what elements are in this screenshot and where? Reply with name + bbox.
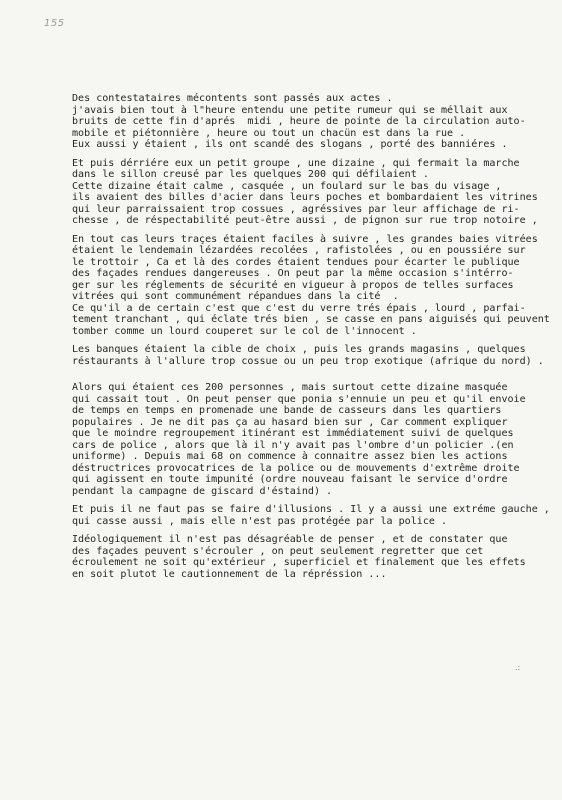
text-line: qui agissent en toute impunité (ordre nouveau faisant le service d'ordre xyxy=(72,474,508,485)
text-line: le trottoir , Ca et là des cordes étaient tendues pour écarter le publique xyxy=(72,256,520,268)
text-line: des façades rendues dangereuses . On peut par la même occasion s'intérro- xyxy=(72,268,514,279)
text-line: Et puis il ne faut pas se faire d'illusions . Il y a aussi une extréme gauche , xyxy=(72,504,550,515)
paragraph xyxy=(72,344,544,367)
text-line: Eux aussi y étaient , ils ont scandé des slogans , porté des banniéres . xyxy=(72,139,508,150)
text-line: En tout cas leurs traçes étaient faciles à suivre , les grandes baies vitrées xyxy=(72,233,538,245)
paragraph xyxy=(72,233,550,338)
paragraph xyxy=(72,504,550,527)
text-line: Alors qui étaient ces 200 personnes , mais surtout cette dizaine masquée xyxy=(72,382,508,393)
text-line: tement tranchant , qui éclate trés bien , se casse en pans aiguisés qui peuvent xyxy=(72,314,550,325)
text-line: vitrées qui sont communément répandues dans la cité . xyxy=(72,291,399,302)
text-line: de temps en temps en promenade une bande de casseurs dans les quartiers xyxy=(72,405,502,416)
text-line: cars de police , alors que là il n'y avait pas l'ombre d'un policier .(en xyxy=(72,439,514,451)
corner-mark: .: xyxy=(515,663,521,672)
text-line: chesse , de réspectabilité peut-être aussi , de pignon sur rue trop notoire , xyxy=(72,215,538,226)
text-line: ils avaient des billes d'acier dans leurs poches et bombardaient les vitrines xyxy=(72,192,538,203)
text-line: qui cassait tout . On peut penser que ponia s'ennuie un peu et qu'il envoie xyxy=(72,393,526,405)
paragraph xyxy=(72,382,532,497)
paragraph xyxy=(72,157,538,227)
paragraph xyxy=(72,534,532,580)
text-line: mobile et piétonnière , heure ou tout un chacün est dans la rue . xyxy=(72,127,466,139)
page-number: 155 xyxy=(44,18,65,29)
text-line: réstaurants à l'allure trop cossue ou un peu trop exotique (afrique du nord) . xyxy=(72,355,544,367)
text-line: qui casse aussi , mais elle n'est pas protégée par la police . xyxy=(72,515,448,527)
text-line: pendant la campagne de giscard d'éstaind) . xyxy=(72,485,333,497)
paragraph xyxy=(72,93,532,151)
text-line: écroulement ne soit qu'extérieur , superficiel et finalement que les effets xyxy=(72,557,526,568)
text-line: bruits de cette fin d'aprés midi , heure de pointe de la circulation auto- xyxy=(72,116,526,127)
document-body xyxy=(72,93,550,587)
text-line: Les banques étaient la cible de choix , puis les grands magasins , quelques xyxy=(72,344,526,355)
text-line: uniforme) . Depuis mai 68 on commence à connaitre assez bien les actions xyxy=(72,451,508,462)
text-line: Des contestataires mécontents sont passés aux actes . xyxy=(72,93,393,104)
text-line: déstructrices provocatrices de la police ou de mouvements d'extrême droite xyxy=(72,462,520,474)
text-line: en soit plutot le cautionnement de la répréssion ... xyxy=(72,568,387,580)
text-line: que le moindre regroupement itinérant est immédiatement suivi de quelques xyxy=(72,428,514,439)
text-line: ger sur les réglements de sécurité en vigueur à propos de telles surfaces xyxy=(72,279,514,291)
text-line: Ce qu'il a de certain c'est que c'est du verre trés épais , lourd , parfai- xyxy=(72,302,526,314)
text-line: Et puis dérriére eux un petit groupe , une dizaine , qui fermait la marche xyxy=(72,157,520,169)
text-line: tomber comme un lourd couperet sur le col de l'innocent . xyxy=(72,325,417,337)
text-line: Cette dizaine était calme , casquée , un foulard sur le bas du visage , xyxy=(72,180,502,192)
text-line: dans le sillon creusé par les quelques 200 qui défilaient . xyxy=(72,169,429,180)
text-line: populaires . Je ne dit pas ça au hasard bien sur , Car comment expliquer xyxy=(72,416,508,428)
text-line: étaient le lendemain lézardées recolées , rafistolées , ou en poussiére sur xyxy=(72,245,526,256)
text-line: des façades peuvent s'écrouler , on peut seulement regretter que cet xyxy=(72,545,484,557)
text-line: Idéologiquement il n'est pas désagréable de penser , et de constater que xyxy=(72,534,508,545)
text-line: j'avais bien tout à l"heure entendu une petite rumeur qui se méllait aux xyxy=(72,104,508,116)
text-line: qui leur parraissaient trop cossues , agréssives par leur affichage de ri- xyxy=(72,203,520,215)
